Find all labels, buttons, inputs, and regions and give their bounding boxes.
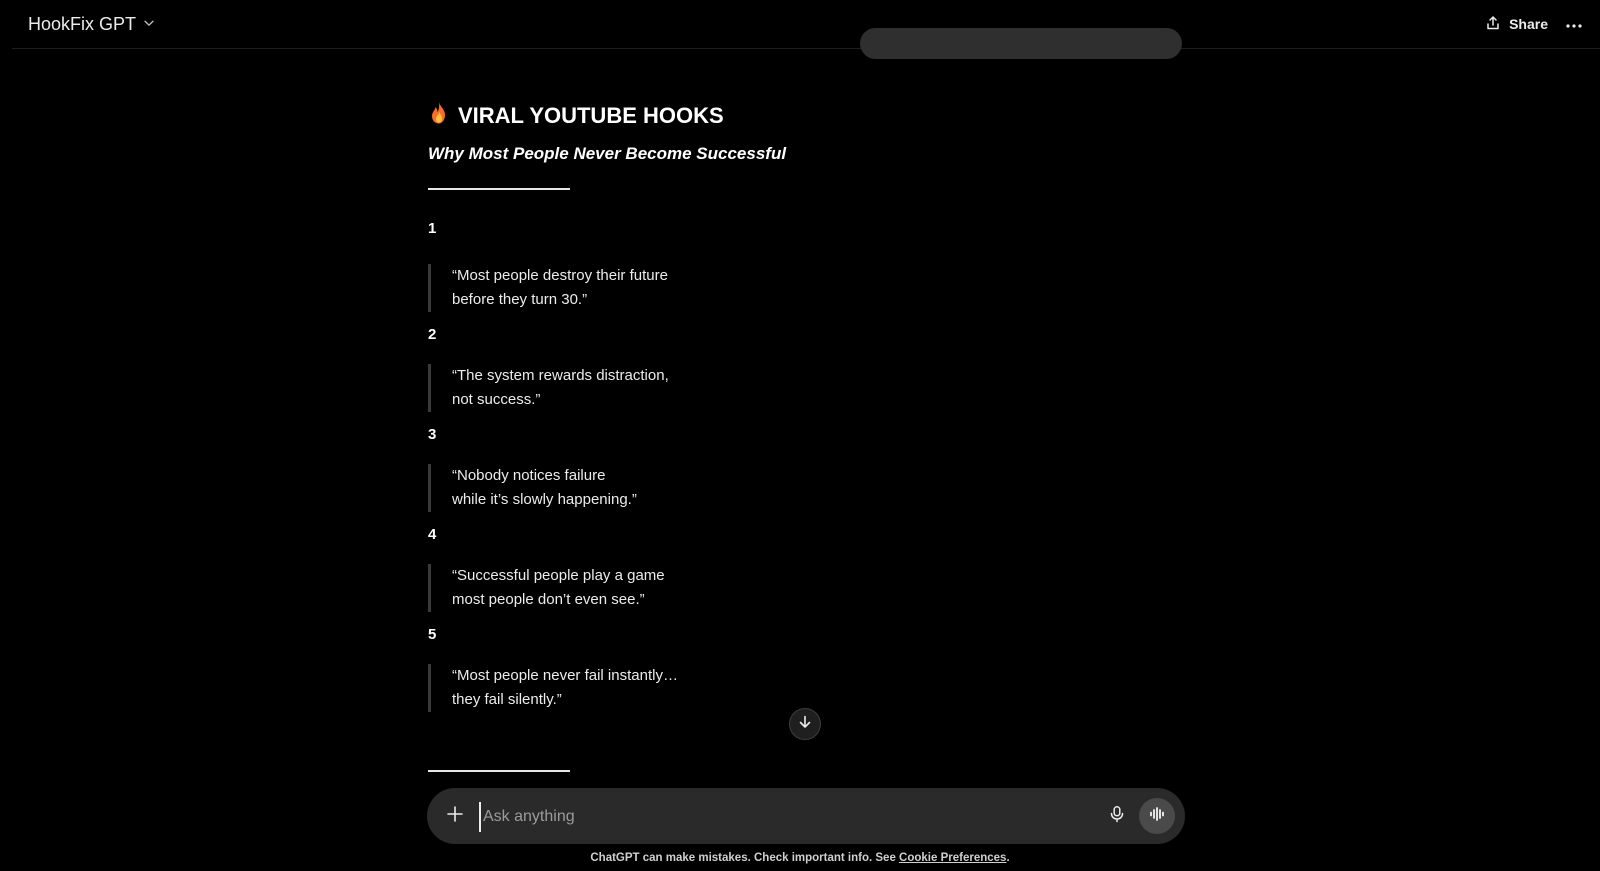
heading-text: VIRAL YOUTUBE HOOKS [458,103,724,128]
divider-bottom [428,770,570,772]
voice-mode-button[interactable] [1139,798,1175,834]
hook-number: 1 [428,220,437,237]
hook-quote: “Nobody notices failure while it’s slowly happening.” [428,464,1088,512]
plus-icon [446,805,464,828]
top-bar [12,0,1600,49]
add-attachment-button[interactable] [443,804,467,828]
message-heading [428,96,1088,136]
share-label: Share [1509,16,1548,32]
fire-emoji-icon [428,101,450,131]
hook-quote: “Most people destroy their future before they turn 30.” [428,264,1088,312]
hook-number: 5 [428,626,437,643]
assistant-message [428,96,1088,726]
share-icon [1485,15,1501,34]
gpt-name: HookFix GPT [28,13,137,34]
disclaimer-text: ChatGPT can make mistakes. Check important info. See [590,852,900,864]
share-button[interactable] [1485,12,1548,36]
hook-item [428,220,1088,312]
disclaimer [0,852,1600,864]
hook-list [428,220,1088,712]
message-subtitle: Why Most People Never Become Successful [428,144,787,163]
divider-top [428,188,570,190]
more-horizontal-icon [1566,15,1582,33]
hook-number: 4 [428,526,437,543]
previous-user-message [860,28,1182,59]
hook-quote: “The system rewards distraction, not success.” [428,364,1088,412]
chevron-down-icon [142,14,156,35]
more-options-button[interactable] [1562,12,1586,36]
hook-quote: “Successful people play a game most people don’t even see.” [428,564,1088,612]
hook-item [428,526,1088,612]
cookie-preferences-link[interactable]: Cookie Preferences [899,852,1007,864]
arrow-down-icon [797,714,813,735]
hook-number: 2 [428,326,437,343]
microphone-icon [1108,805,1126,828]
voice-mode-icon [1148,805,1166,828]
hook-quote: “Most people never fail instantly… they fail silently.” [428,664,1088,712]
scroll-to-bottom-button[interactable] [789,708,821,740]
hook-item [428,626,1088,712]
hook-number: 3 [428,426,437,443]
message-composer [427,788,1185,844]
hook-item [428,426,1088,512]
hook-item [428,326,1088,412]
dictate-button[interactable] [1105,804,1129,828]
gpt-selector[interactable] [28,12,156,36]
prompt-input[interactable] [479,802,1025,832]
disclaimer-end: . [1006,852,1010,864]
